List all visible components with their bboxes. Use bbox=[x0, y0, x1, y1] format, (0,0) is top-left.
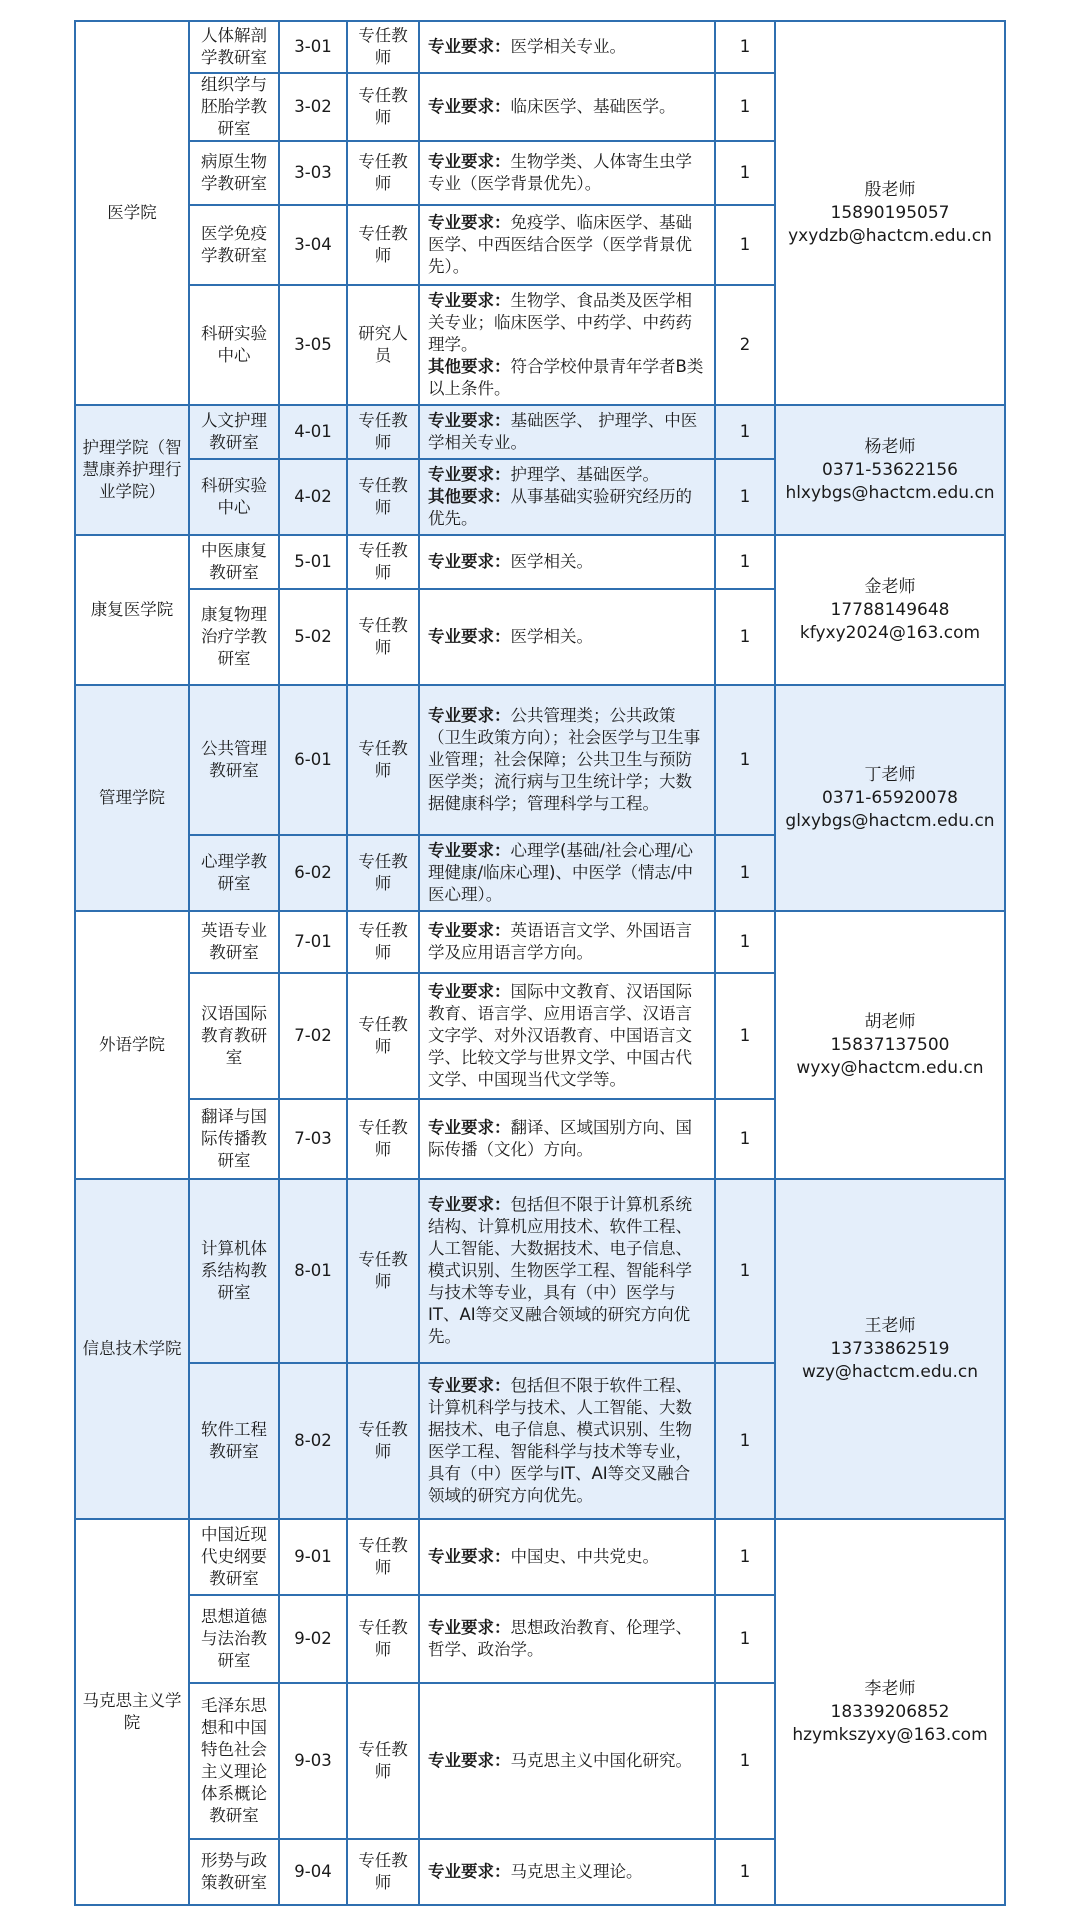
hiring-count: 1 bbox=[715, 973, 775, 1099]
requirement-text: 生物学类、人体寄生虫学专业（医学背景优先）。 bbox=[428, 152, 692, 193]
table-row bbox=[75, 1519, 1005, 1595]
position-type: 研究人员 bbox=[347, 285, 419, 405]
recruitment-table-container bbox=[74, 20, 1004, 1906]
requirement-cell bbox=[419, 1519, 715, 1595]
requirement-cell bbox=[419, 911, 715, 973]
department-name: 医学免疫学教研室 bbox=[189, 205, 279, 285]
position-type: 专任教师 bbox=[347, 1363, 419, 1519]
hiring-count: 1 bbox=[715, 1839, 775, 1905]
requirement-cell bbox=[419, 405, 715, 459]
position-code: 9-02 bbox=[279, 1595, 347, 1683]
college-name: 护理学院（智慧康养护理行业学院） bbox=[75, 405, 189, 535]
position-type: 专任教师 bbox=[347, 911, 419, 973]
position-code: 5-02 bbox=[279, 589, 347, 685]
requirement-cell bbox=[419, 685, 715, 835]
department-name: 软件工程教研室 bbox=[189, 1363, 279, 1519]
position-code: 9-03 bbox=[279, 1683, 347, 1839]
hiring-count: 1 bbox=[715, 1179, 775, 1363]
requirement-text: 基础医学、 护理学、中医学相关专业。 bbox=[428, 411, 698, 452]
contact-email: wyxy@hactcm.edu.cn bbox=[796, 1057, 984, 1078]
college-name: 马克思主义学院 bbox=[75, 1519, 189, 1905]
requirement-cell bbox=[419, 589, 715, 685]
requirement-label: 专业要求： bbox=[428, 1547, 511, 1566]
department-name: 病原生物学教研室 bbox=[189, 141, 279, 205]
position-code: 7-02 bbox=[279, 973, 347, 1099]
contact-phone: 13733862519 bbox=[830, 1338, 950, 1359]
contact-phone: 0371-65920078 bbox=[822, 787, 958, 808]
position-code: 7-01 bbox=[279, 911, 347, 973]
contact-cell bbox=[775, 1179, 1005, 1519]
position-type: 专任教师 bbox=[347, 1099, 419, 1179]
requirement-label: 专业要求： bbox=[428, 1195, 511, 1214]
requirement-label: 专业要求： bbox=[428, 213, 511, 232]
department-name: 翻译与国际传播教研室 bbox=[189, 1099, 279, 1179]
requirement-label: 专业要求： bbox=[428, 1118, 511, 1137]
contact-cell bbox=[775, 911, 1005, 1179]
hiring-count: 1 bbox=[715, 1683, 775, 1839]
table-row bbox=[75, 911, 1005, 973]
requirement-cell bbox=[419, 1363, 715, 1519]
department-name: 组织学与胚胎学教研室 bbox=[189, 73, 279, 141]
requirement-text: 包括但不限于软件工程、计算机科学与技术、人工智能、大数据技术、电子信息、模式识别、生物医学工程、智能科学与技术等专业，具有（中）医学与IT、AI等交叉融合领域的研究方向优先。 bbox=[428, 1376, 692, 1505]
position-type: 专任教师 bbox=[347, 1179, 419, 1363]
requirement-label: 专业要求： bbox=[428, 411, 511, 430]
department-name: 英语专业教研室 bbox=[189, 911, 279, 973]
hiring-count: 1 bbox=[715, 911, 775, 973]
requirement-cell bbox=[419, 73, 715, 141]
requirement-cell bbox=[419, 285, 715, 405]
position-type: 专任教师 bbox=[347, 973, 419, 1099]
department-name: 康复物理治疗学教研室 bbox=[189, 589, 279, 685]
college-name: 康复医学院 bbox=[75, 535, 189, 685]
requirement-text: 英语语言文学、外国语言学及应用语言学方向。 bbox=[428, 921, 692, 962]
other-requirement-label: 其他要求： bbox=[428, 357, 511, 376]
contact-phone: 15837137500 bbox=[830, 1034, 950, 1055]
requirement-cell bbox=[419, 21, 715, 73]
requirement-label: 专业要求： bbox=[428, 841, 511, 860]
position-type: 专任教师 bbox=[347, 1595, 419, 1683]
requirement-cell bbox=[419, 1099, 715, 1179]
other-requirement-text: 从事基础实验研究经历的优先。 bbox=[428, 487, 692, 528]
requirement-cell bbox=[419, 205, 715, 285]
position-type: 专任教师 bbox=[347, 21, 419, 73]
hiring-count: 1 bbox=[715, 835, 775, 911]
requirement-label: 专业要求： bbox=[428, 152, 511, 171]
hiring-count: 1 bbox=[715, 405, 775, 459]
requirement-label: 专业要求： bbox=[428, 1618, 511, 1637]
requirement-label: 专业要求： bbox=[428, 921, 511, 940]
table-row bbox=[75, 405, 1005, 459]
requirement-text: 思想政治教育、伦理学、哲学、政治学。 bbox=[428, 1618, 692, 1659]
position-code: 8-02 bbox=[279, 1363, 347, 1519]
college-name: 外语学院 bbox=[75, 911, 189, 1179]
requirement-cell bbox=[419, 973, 715, 1099]
position-code: 9-04 bbox=[279, 1839, 347, 1905]
requirement-label: 专业要求： bbox=[428, 1376, 511, 1395]
other-requirement-label: 其他要求： bbox=[428, 487, 511, 506]
requirement-label: 专业要求： bbox=[428, 552, 511, 571]
position-code: 4-02 bbox=[279, 459, 347, 535]
requirement-text: 医学相关。 bbox=[510, 552, 593, 571]
contact-name: 胡老师 bbox=[864, 1011, 916, 1032]
hiring-count: 1 bbox=[715, 1519, 775, 1595]
position-code: 7-03 bbox=[279, 1099, 347, 1179]
requirement-cell bbox=[419, 1839, 715, 1905]
requirement-label: 专业要求： bbox=[428, 291, 511, 310]
college-name: 医学院 bbox=[75, 21, 189, 405]
table-body bbox=[75, 21, 1005, 1905]
position-type: 专任教师 bbox=[347, 535, 419, 589]
table-row bbox=[75, 1179, 1005, 1363]
requirement-label: 专业要求： bbox=[428, 97, 511, 116]
contact-email: hlxybgs@hactcm.edu.cn bbox=[785, 482, 995, 503]
department-name: 汉语国际教育教研室 bbox=[189, 973, 279, 1099]
position-type: 专任教师 bbox=[347, 1519, 419, 1595]
college-name: 管理学院 bbox=[75, 685, 189, 911]
department-name: 形势与政策教研室 bbox=[189, 1839, 279, 1905]
requirement-text: 生物学、食品类及医学相关专业；临床医学、中药学、中药药理学。 bbox=[428, 291, 692, 354]
contact-email: glxybgs@hactcm.edu.cn bbox=[785, 810, 995, 831]
other-requirement-text: 符合学校仲景青年学者B类以上条件。 bbox=[428, 357, 704, 398]
requirement-text: 包括但不限于计算机系统结构、计算机应用技术、软件工程、人工智能、大数据技术、电子信息、模式识别、生物医学工程、智能科学与技术等专业，具有（中）医学与IT、AI等交叉融合领域的研究方向优先。 bbox=[428, 1195, 692, 1346]
requirement-text: 公共管理类；公共政策（卫生政策方向）；社会医学与卫生事业管理；社会保障；公共卫生与预防医学类；流行病与卫生统计学；大数据健康科学；管理科学与工程。 bbox=[428, 706, 701, 813]
requirement-text: 翻译、区域国别方向、国际传播（文化）方向。 bbox=[428, 1118, 692, 1159]
position-type: 专任教师 bbox=[347, 73, 419, 141]
department-name: 人体解剖学教研室 bbox=[189, 21, 279, 73]
position-type: 专任教师 bbox=[347, 835, 419, 911]
contact-phone: 0371-53622156 bbox=[822, 459, 958, 480]
department-name: 中医康复教研室 bbox=[189, 535, 279, 589]
contact-name: 殷老师 bbox=[864, 179, 916, 200]
position-type: 专任教师 bbox=[347, 685, 419, 835]
hiring-count: 1 bbox=[715, 73, 775, 141]
department-name: 公共管理教研室 bbox=[189, 685, 279, 835]
position-type: 专任教师 bbox=[347, 1839, 419, 1905]
hiring-count: 1 bbox=[715, 535, 775, 589]
requirement-cell bbox=[419, 835, 715, 911]
hiring-count: 1 bbox=[715, 21, 775, 73]
hiring-count: 1 bbox=[715, 1595, 775, 1683]
requirement-cell bbox=[419, 535, 715, 589]
position-code: 6-02 bbox=[279, 835, 347, 911]
table-row bbox=[75, 685, 1005, 835]
requirement-text: 医学相关。 bbox=[510, 627, 593, 646]
requirement-text: 心理学(基础/社会心理/心理健康/临床心理)、中医学（情志/中医心理）。 bbox=[428, 841, 694, 904]
position-code: 3-05 bbox=[279, 285, 347, 405]
table-row bbox=[75, 535, 1005, 589]
hiring-count: 1 bbox=[715, 141, 775, 205]
requirement-label: 专业要求： bbox=[428, 706, 511, 725]
position-code: 3-02 bbox=[279, 73, 347, 141]
contact-email: yxydzb@hactcm.edu.cn bbox=[788, 225, 992, 246]
department-name: 毛泽东思想和中国特色社会主义理论体系概论教研室 bbox=[189, 1683, 279, 1839]
position-type: 专任教师 bbox=[347, 459, 419, 535]
college-name: 信息技术学院 bbox=[75, 1179, 189, 1519]
contact-name: 丁老师 bbox=[864, 764, 916, 785]
position-code: 5-01 bbox=[279, 535, 347, 589]
requirement-text: 中国史、中共党史。 bbox=[510, 1547, 659, 1566]
table-row bbox=[75, 21, 1005, 73]
contact-phone: 15890195057 bbox=[830, 202, 950, 223]
requirement-cell bbox=[419, 1683, 715, 1839]
hiring-count: 1 bbox=[715, 1099, 775, 1179]
department-name: 计算机体系结构教研室 bbox=[189, 1179, 279, 1363]
position-type: 专任教师 bbox=[347, 405, 419, 459]
position-code: 4-01 bbox=[279, 405, 347, 459]
requirement-label: 专业要求： bbox=[428, 627, 511, 646]
hiring-count: 1 bbox=[715, 459, 775, 535]
department-name: 科研实验中心 bbox=[189, 285, 279, 405]
department-name: 科研实验中心 bbox=[189, 459, 279, 535]
position-type: 专任教师 bbox=[347, 589, 419, 685]
department-name: 思想道德与法治教研室 bbox=[189, 1595, 279, 1683]
contact-email: hzymkszyxy@163.com bbox=[792, 1724, 988, 1745]
position-code: 9-01 bbox=[279, 1519, 347, 1595]
contact-name: 李老师 bbox=[864, 1678, 916, 1699]
contact-name: 金老师 bbox=[864, 576, 916, 597]
contact-email: wzy@hactcm.edu.cn bbox=[802, 1361, 978, 1382]
position-code: 6-01 bbox=[279, 685, 347, 835]
recruitment-table bbox=[74, 20, 1006, 1906]
department-name: 心理学教研室 bbox=[189, 835, 279, 911]
position-code: 3-03 bbox=[279, 141, 347, 205]
requirement-cell bbox=[419, 1179, 715, 1363]
contact-phone: 18339206852 bbox=[830, 1701, 950, 1722]
requirement-cell bbox=[419, 141, 715, 205]
position-type: 专任教师 bbox=[347, 205, 419, 285]
requirement-text: 马克思主义理论。 bbox=[510, 1862, 643, 1881]
position-code: 8-01 bbox=[279, 1179, 347, 1363]
contact-cell bbox=[775, 1519, 1005, 1905]
contact-phone: 17788149648 bbox=[830, 599, 950, 620]
contact-name: 杨老师 bbox=[864, 436, 916, 457]
contact-cell bbox=[775, 405, 1005, 535]
position-type: 专任教师 bbox=[347, 1683, 419, 1839]
requirement-cell bbox=[419, 1595, 715, 1683]
hiring-count: 1 bbox=[715, 589, 775, 685]
requirement-text: 国际中文教育、汉语国际教育、语言学、应用语言学、汉语言文字学、对外汉语教育、中国语言文学、比较文学与世界文学、中国古代文学、中国现当代文学等。 bbox=[428, 982, 692, 1089]
hiring-count: 1 bbox=[715, 1363, 775, 1519]
position-code: 3-01 bbox=[279, 21, 347, 73]
requirement-text: 临床医学、基础医学。 bbox=[510, 97, 676, 116]
contact-cell bbox=[775, 21, 1005, 405]
department-name: 人文护理教研室 bbox=[189, 405, 279, 459]
requirement-label: 专业要求： bbox=[428, 37, 511, 56]
hiring-count: 1 bbox=[715, 685, 775, 835]
position-type: 专任教师 bbox=[347, 141, 419, 205]
requirement-text: 医学相关专业。 bbox=[510, 37, 626, 56]
requirement-cell bbox=[419, 459, 715, 535]
position-code: 3-04 bbox=[279, 205, 347, 285]
contact-email: kfyxy2024@163.com bbox=[799, 622, 981, 643]
contact-cell bbox=[775, 685, 1005, 911]
contact-name: 王老师 bbox=[864, 1315, 916, 1336]
requirement-label: 专业要求： bbox=[428, 982, 511, 1001]
requirement-text: 免疫学、临床医学、基础医学、中西医结合医学（医学背景优先）。 bbox=[428, 213, 692, 276]
contact-cell bbox=[775, 535, 1005, 685]
hiring-count: 2 bbox=[715, 285, 775, 405]
requirement-label: 专业要求： bbox=[428, 1751, 511, 1770]
requirement-label: 专业要求： bbox=[428, 465, 511, 484]
requirement-text: 马克思主义中国化研究。 bbox=[510, 1751, 692, 1770]
department-name: 中国近现代史纲要教研室 bbox=[189, 1519, 279, 1595]
requirement-label: 专业要求： bbox=[428, 1862, 511, 1881]
hiring-count: 1 bbox=[715, 205, 775, 285]
requirement-text: 护理学、基础医学。 bbox=[510, 465, 659, 484]
